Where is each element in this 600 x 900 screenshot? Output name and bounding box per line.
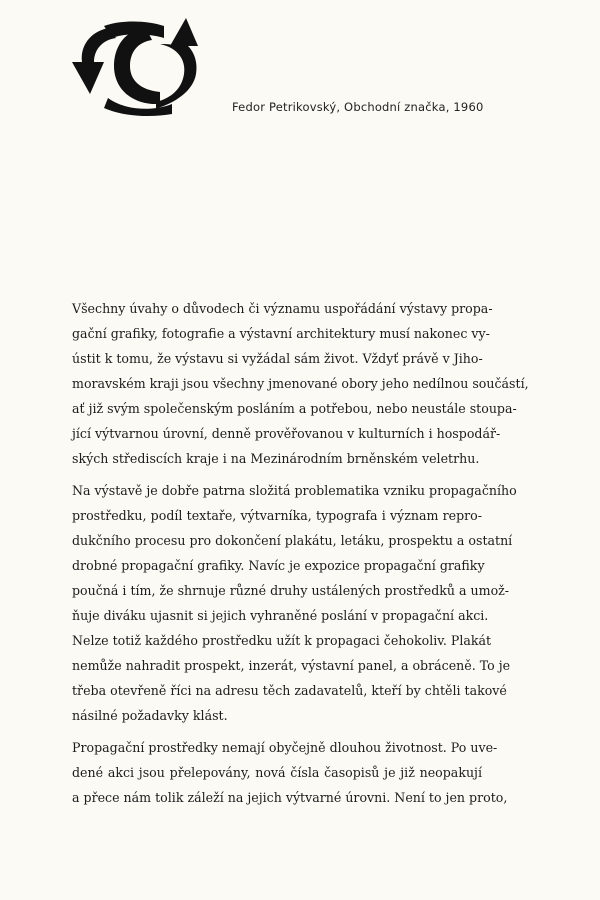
text-line: jící výtvarnou úrovní, denně prověřovanou v kulturních i hospodář- bbox=[72, 426, 501, 441]
text-line: poučná i tím, že shrnuje různé druhy ustálených prostředků a umož- bbox=[72, 583, 510, 598]
text-line: ať již svým společenským posláním a potřebou, nebo neustále stoupa- bbox=[72, 401, 517, 416]
text-line: ňuje diváku ujasnit si jejich vyhraněné poslání v propagační akci. bbox=[72, 608, 489, 623]
text-line: ústit k tomu, že výstavu si vyžádal sám život. Vždyť právě v Jiho- bbox=[72, 351, 483, 366]
text-line: a přece nám tolik záleží na jejich výtvarné úrovni. Není to jen proto, bbox=[72, 790, 508, 805]
trademark-arrows-logo-icon bbox=[68, 18, 218, 114]
text-line: Nelze totiž každého prostředku užít k propagaci čehokoliv. Plakát bbox=[72, 633, 492, 648]
text-line: Všechny úvahy o důvodech či významu uspořádání výstavy propa- bbox=[72, 301, 493, 316]
text-line: Na výstavě je dobře patrna složitá problematika vzniku propagačního bbox=[72, 483, 517, 498]
text-line: Propagační prostředky nemají obyčejně dlouhou životnost. Po uve- bbox=[72, 740, 498, 755]
paragraph-3 bbox=[72, 735, 508, 810]
text-line: dené akci jsou přelepovány, nová čísla časopisů je již neopakují bbox=[72, 765, 482, 780]
text-line: prostředku, podíl textaře, výtvarníka, typografa i význam repro- bbox=[72, 508, 482, 523]
paragraph-2 bbox=[72, 478, 517, 728]
text-line: násilné požadavky klást. bbox=[72, 708, 228, 723]
text-line: dukčního procesu pro dokončení plakátu, letáku, prospektu a ostatní bbox=[72, 533, 513, 548]
body-text bbox=[72, 296, 529, 817]
text-line: gační grafiky, fotografie a výstavní architektury musí nakonec vy- bbox=[72, 326, 490, 341]
text-line: ských střediscích kraje i na Mezinárodním brněnském veletrhu. bbox=[72, 451, 480, 466]
text-line: drobné propagační grafiky. Navíc je expozice propagační grafiky bbox=[72, 558, 485, 573]
text-line: třeba otevřeně říci na adresu těch zadavatelů, kteří by chtěli takové bbox=[72, 683, 507, 698]
paragraph-1 bbox=[72, 296, 529, 471]
text-line: moravském kraji jsou všechny jmenované obory jeho nedílnou součástí, bbox=[72, 376, 529, 391]
text-line: nemůže nahradit prospekt, inzerát, výstavní panel, a obráceně. To je bbox=[72, 658, 511, 673]
logo-caption: Fedor Petrikovský, Obchodní značka, 1960 bbox=[232, 100, 484, 114]
